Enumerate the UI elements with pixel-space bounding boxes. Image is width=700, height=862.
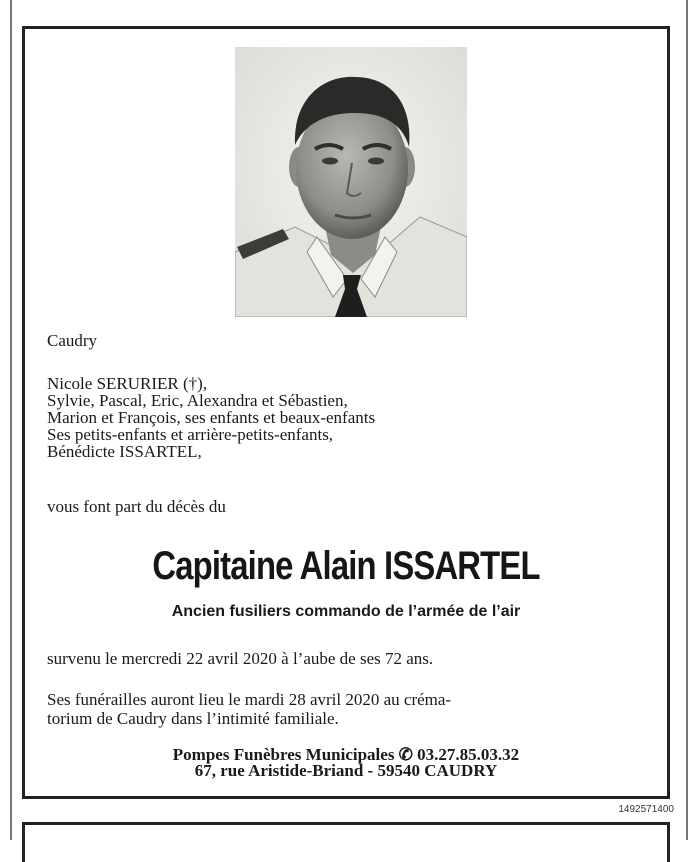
page-column-rule-right — [686, 0, 688, 840]
funeral-line: Ses funérailles auront lieu le mardi 28 avril 2020 au créma- — [47, 690, 452, 709]
family-line: Sylvie, Pascal, Eric, Alexandra et Sébastien, — [47, 391, 348, 410]
funeral-details — [47, 690, 647, 728]
obituary-notice — [22, 26, 670, 799]
page-column-rule-left — [10, 0, 12, 840]
deceased-name: Capitaine Alain ISSARTEL — [152, 544, 540, 588]
location-text: Caudry — [47, 331, 98, 350]
family-line: Ses petits-enfants et arrière-petits-enfants, — [47, 425, 334, 444]
portrait-photo — [235, 47, 467, 317]
family-line: Nicole SERURIER (†), — [47, 374, 208, 393]
funeral-line: torium de Caudry dans l’intimité familiale. — [47, 709, 339, 728]
family-list — [47, 375, 375, 460]
funeral-home-address: 67, rue Aristide-Briand - 59540 CAUDRY — [194, 761, 498, 780]
announcement-text: vous font part du décès du — [47, 497, 226, 516]
family-line: Marion et François, ses enfants et beaux-enfants — [47, 408, 376, 427]
funeral-home-info — [25, 747, 667, 779]
funeral-home-name-phone: Pompes Funèbres Municipales ✆ 03.27.85.03.32 — [172, 745, 520, 764]
next-notice-border — [22, 822, 670, 862]
reference-number: 1492571400 — [618, 804, 674, 815]
family-line: Bénédicte ISSARTEL, — [47, 442, 202, 461]
date-of-death-text: survenu le mercredi 22 avril 2020 à l’aube de ses 72 ans. — [47, 649, 434, 668]
deceased-title: Ancien fusiliers commando de l’armée de l’air — [171, 603, 521, 620]
